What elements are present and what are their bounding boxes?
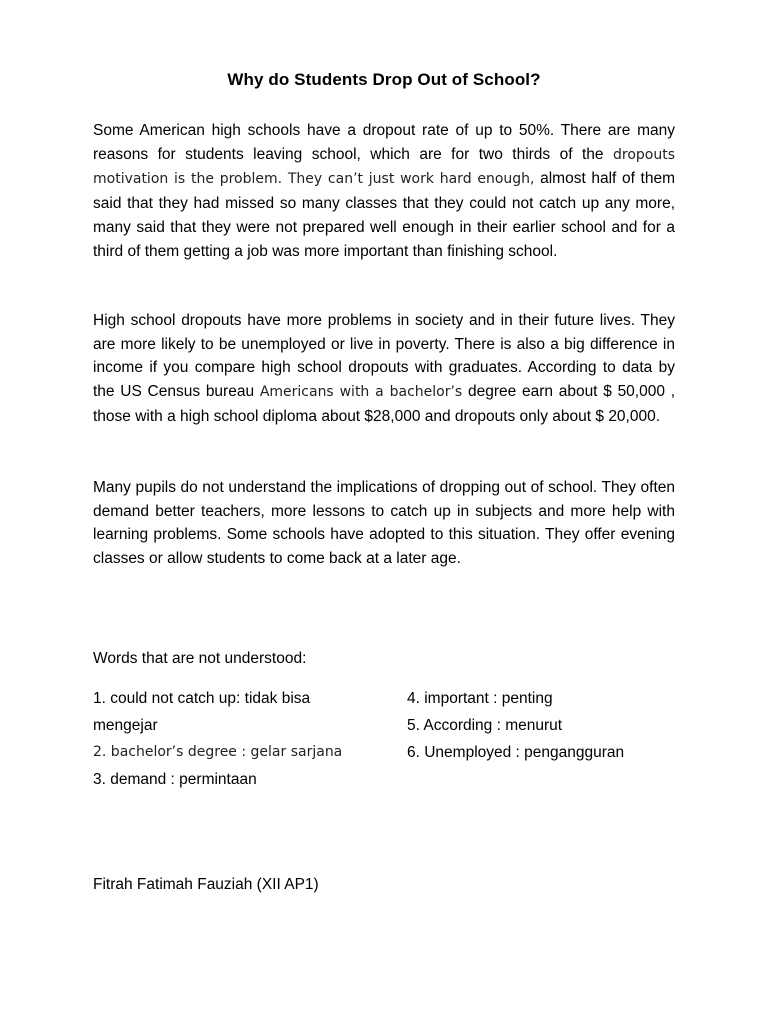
paragraph-text: High school dropouts have more problems in society and in their future lives. They are more likely to be unemployed or live in poverty. There is also a big difference in income if you compare high school dropouts with graduates. According to data by the US Census bureau xyxy=(93,312,675,401)
vocab-list-right xyxy=(407,685,707,766)
vocab-list-left xyxy=(93,685,383,793)
paragraph-implications: Many pupils do not understand the implications of dropping out of school. They often demand better teachers, more lessons to catch up in subjects and more help with learning problems. Some schools have adopted to this situation. They offer evening classes or allow students to come back at a later age. xyxy=(93,479,675,568)
vocab-item: 5. According : menurut xyxy=(407,717,563,734)
paragraph-dropout-problems xyxy=(93,309,675,429)
vocab-item: 3. demand : permintaan xyxy=(93,771,257,788)
paragraph-text-thin: dropouts motivation is the problem. They can’t just work hard enough, xyxy=(93,146,675,188)
vocab-item: 2. bachelor’s degree : gelar sarjana xyxy=(93,744,343,760)
page-title: Why do Students Drop Out of School? xyxy=(227,70,541,89)
paragraph-text-thin: Americans with a bachelor’s xyxy=(259,384,463,401)
author-name: Fitrah Fatimah Fauziah (XII AP1) xyxy=(93,876,319,893)
paragraph-text: almost half of them said that they had missed so many classes that they could not catch up any more, many said that they were not prepared well enough in their earlier school and for a third of them getting a job was more important than finishing school. xyxy=(93,170,675,260)
paragraph-text: Some American high schools have a dropout rate of up to 50%. There are many reasons for students leaving school, which are for two thirds of the xyxy=(93,122,675,163)
vocab-item: 6. Unemployed : pengangguran xyxy=(407,744,625,761)
vocab-item: 1. could not catch up: tidak bisa xyxy=(93,690,311,707)
paragraph-dropout-reasons xyxy=(93,119,675,263)
paragraph-text: degree earn about $ 50,000 , those with a high school diploma about $28,000 and dropouts only about $ 20,000. xyxy=(93,383,676,425)
vocab-item-continuation: mengejar xyxy=(93,717,158,734)
vocab-item: 4. important : penting xyxy=(407,690,553,707)
vocab-heading: Words that are not understood: xyxy=(93,650,307,667)
